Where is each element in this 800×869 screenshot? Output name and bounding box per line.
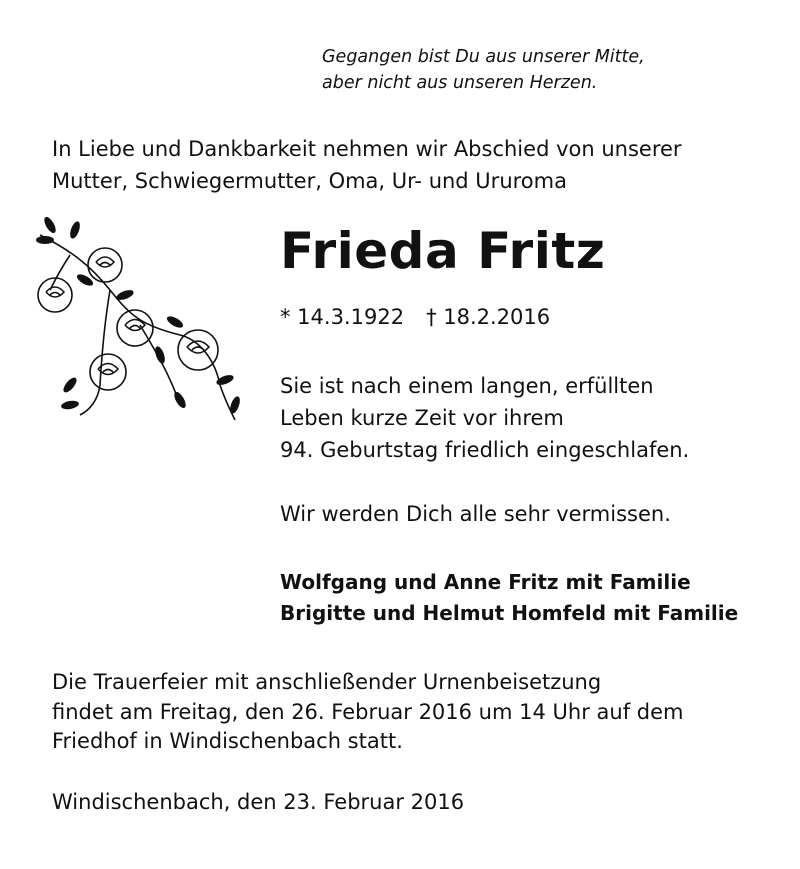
ceremony-line: Die Trauerfeier mit anschließender Urnenbeisetzung <box>52 670 602 694</box>
life-dates <box>280 305 550 329</box>
place-date: Windischenbach, den 23. Februar 2016 <box>52 790 465 814</box>
roses-illustration-icon <box>30 210 245 425</box>
mourner-line: Brigitte und Helmut Homfeld mit Familie <box>280 601 739 625</box>
intro-line: In Liebe und Dankbarkeit nehmen wir Abschied von unserer <box>52 137 682 161</box>
mourner-line: Wolfgang und Anne Fritz mit Familie <box>280 570 691 594</box>
obituary-line: Leben kurze Zeit vor ihrem <box>280 406 564 430</box>
ceremony-line: Friedhof in Windischenbach statt. <box>52 729 403 753</box>
birth-date: * 14.3.1922 <box>280 305 405 329</box>
quote-line: aber nicht aus unseren Herzen. <box>322 73 598 93</box>
mourners <box>280 567 738 629</box>
ceremony-info <box>52 668 683 757</box>
obituary-text <box>280 370 689 466</box>
death-date: † 18.2.2016 <box>426 305 551 329</box>
deceased-name: Frieda Fritz <box>280 222 606 280</box>
farewell-line: Wir werden Dich alle sehr vermissen. <box>280 502 671 526</box>
obituary-line: Sie ist nach einem langen, erfüllten <box>280 374 654 398</box>
obituary-line: 94. Geburtstag friedlich eingeschlafen. <box>280 438 690 462</box>
intro-text <box>52 133 682 197</box>
quote <box>322 44 645 96</box>
intro-line: Mutter, Schwiegermutter, Oma, Ur- und Ururoma <box>52 169 567 193</box>
ceremony-line: findet am Freitag, den 26. Februar 2016 um 14 Uhr auf dem <box>52 699 684 724</box>
quote-line: Gegangen bist Du aus unserer Mitte, <box>322 47 645 67</box>
